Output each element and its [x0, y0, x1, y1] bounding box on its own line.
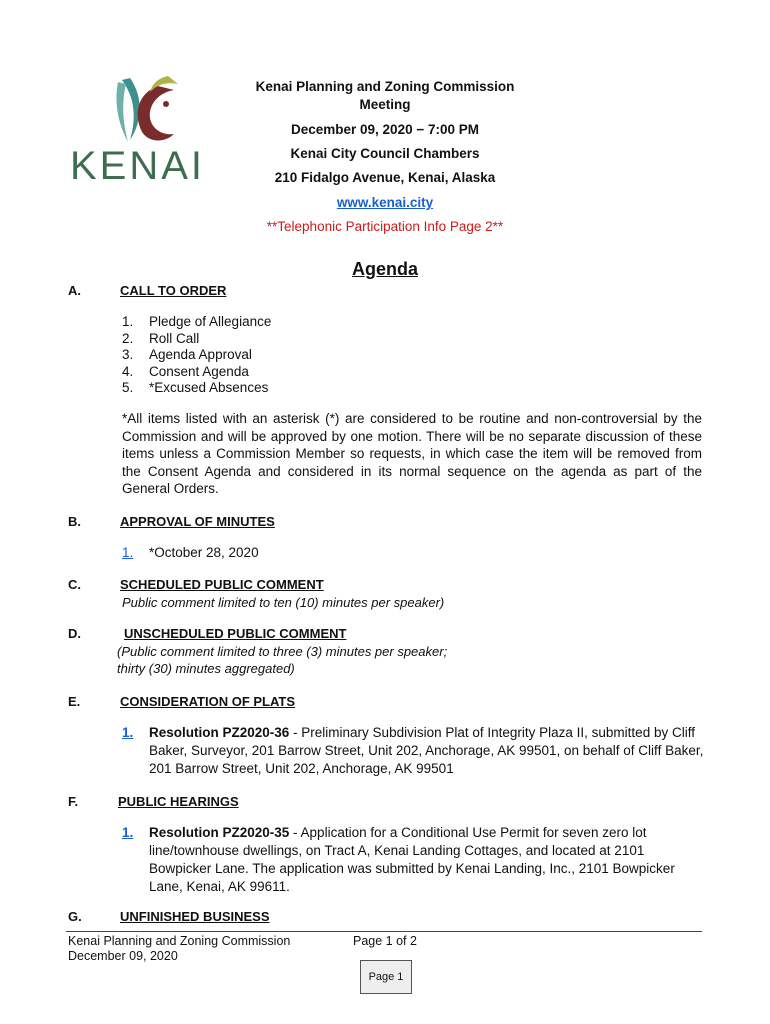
- plat-item-link[interactable]: 1.: [122, 725, 134, 740]
- section-d-subtitle-line2: thirty (30) minutes aggregated): [117, 661, 295, 676]
- meeting-date-time: December 09, 2020 − 7:00 PM: [291, 122, 479, 137]
- page-indicator: Page 1: [360, 960, 412, 994]
- section-a-letter: A.: [68, 283, 81, 298]
- plat-item-description: [149, 724, 709, 778]
- meeting-location: Kenai City Council Chambers: [290, 146, 480, 161]
- list-item-number: 1.: [122, 314, 134, 329]
- website-link[interactable]: www.kenai.city: [336, 195, 434, 210]
- section-b-title: APPROVAL OF MINUTES: [120, 514, 275, 529]
- section-d-subtitle-line1: (Public comment limited to three (3) minutes per speaker;: [117, 644, 448, 659]
- section-f-title: PUBLIC HEARINGS: [118, 794, 239, 809]
- hearing-item-link[interactable]: 1.: [122, 825, 134, 840]
- footer-divider: [66, 931, 702, 932]
- consent-agenda-note: *All items listed with an asterisk (*) are considered to be routine and non-controversial by the Commission and will be approved by one motion. There will be no separate discussion of these items unless a Commission Member so requests, in which case the item will be removed from the Consent Agenda and considered in its normal sequence on the agenda as part of the General Orders.: [122, 411, 702, 496]
- list-item-text: Agenda Approval: [149, 347, 252, 362]
- section-g-title: UNFINISHED BUSINESS: [120, 909, 270, 924]
- list-item-text: Pledge of Allegiance: [149, 314, 272, 329]
- section-f-letter: F.: [68, 794, 79, 809]
- section-c-title: SCHEDULED PUBLIC COMMENT: [120, 577, 324, 592]
- meeting-title-line2: Meeting: [359, 97, 411, 112]
- section-d-letter: D.: [68, 626, 81, 641]
- resolution-number: Resolution PZ2020-36: [149, 725, 290, 740]
- list-item-text: *Excused Absences: [149, 380, 269, 395]
- section-e-letter: E.: [68, 694, 81, 709]
- minutes-item-text: *October 28, 2020: [149, 545, 259, 560]
- hearing-item-description: [149, 824, 694, 896]
- minutes-item-link[interactable]: 1.: [122, 545, 134, 560]
- section-g-letter: G.: [68, 909, 82, 924]
- section-c-subtitle: Public comment limited to ten (10) minutes per speaker): [122, 595, 445, 610]
- list-item-number: 5.: [122, 380, 134, 395]
- telephonic-note: **Telephonic Participation Info Page 2**: [266, 219, 504, 234]
- section-c-letter: C.: [68, 577, 81, 592]
- agenda-title: Agenda: [351, 259, 418, 279]
- kenai-logo: [70, 72, 215, 192]
- section-b-letter: B.: [68, 514, 81, 529]
- resolution-number: Resolution PZ2020-35: [149, 825, 290, 840]
- meeting-title-line1: Kenai Planning and Zoning Commission: [255, 79, 515, 94]
- section-e-title: CONSIDERATION OF PLATS: [120, 694, 296, 709]
- list-item-number: 3.: [122, 347, 134, 362]
- list-item-number: 2.: [122, 331, 134, 346]
- meeting-address: 210 Fidalgo Avenue, Kenai, Alaska: [274, 170, 496, 185]
- logo-wordmark: KENAI: [70, 144, 206, 188]
- footer-date: December 09, 2020: [68, 949, 178, 963]
- list-item-number: 4.: [122, 364, 134, 379]
- list-item-text: Consent Agenda: [149, 364, 249, 379]
- footer-org: Kenai Planning and Zoning Commission: [68, 934, 291, 948]
- footer-page-count: Page 1 of 2: [353, 934, 417, 948]
- list-item-text: Roll Call: [149, 331, 200, 346]
- section-d-title: UNSCHEDULED PUBLIC COMMENT: [124, 626, 347, 641]
- section-a-title: CALL TO ORDER: [120, 283, 227, 298]
- resolution-text: - Application for a Conditional Use Permit for seven zero lot line/townhouse dwellings, on Tract A, Kenai Landing Cottages, and located at 2101 Bowpicker Lane. The application was submitted by Kenai Landing, Inc., 2101 Bowpicker Lane, Kenai, AK 99611.: [149, 825, 675, 894]
- resolution-text: - Preliminary Subdivision Plat of Integrity Plaza II, submitted by Cliff Baker, Surveyor, 201 Barrow Street, Unit 202, Anchorage, AK 99501, on behalf of Cliff Baker, 201 Barrow Street, Unit 202, Anchorage, AK 99501: [149, 725, 704, 776]
- kenai-fish-icon: [70, 72, 215, 147]
